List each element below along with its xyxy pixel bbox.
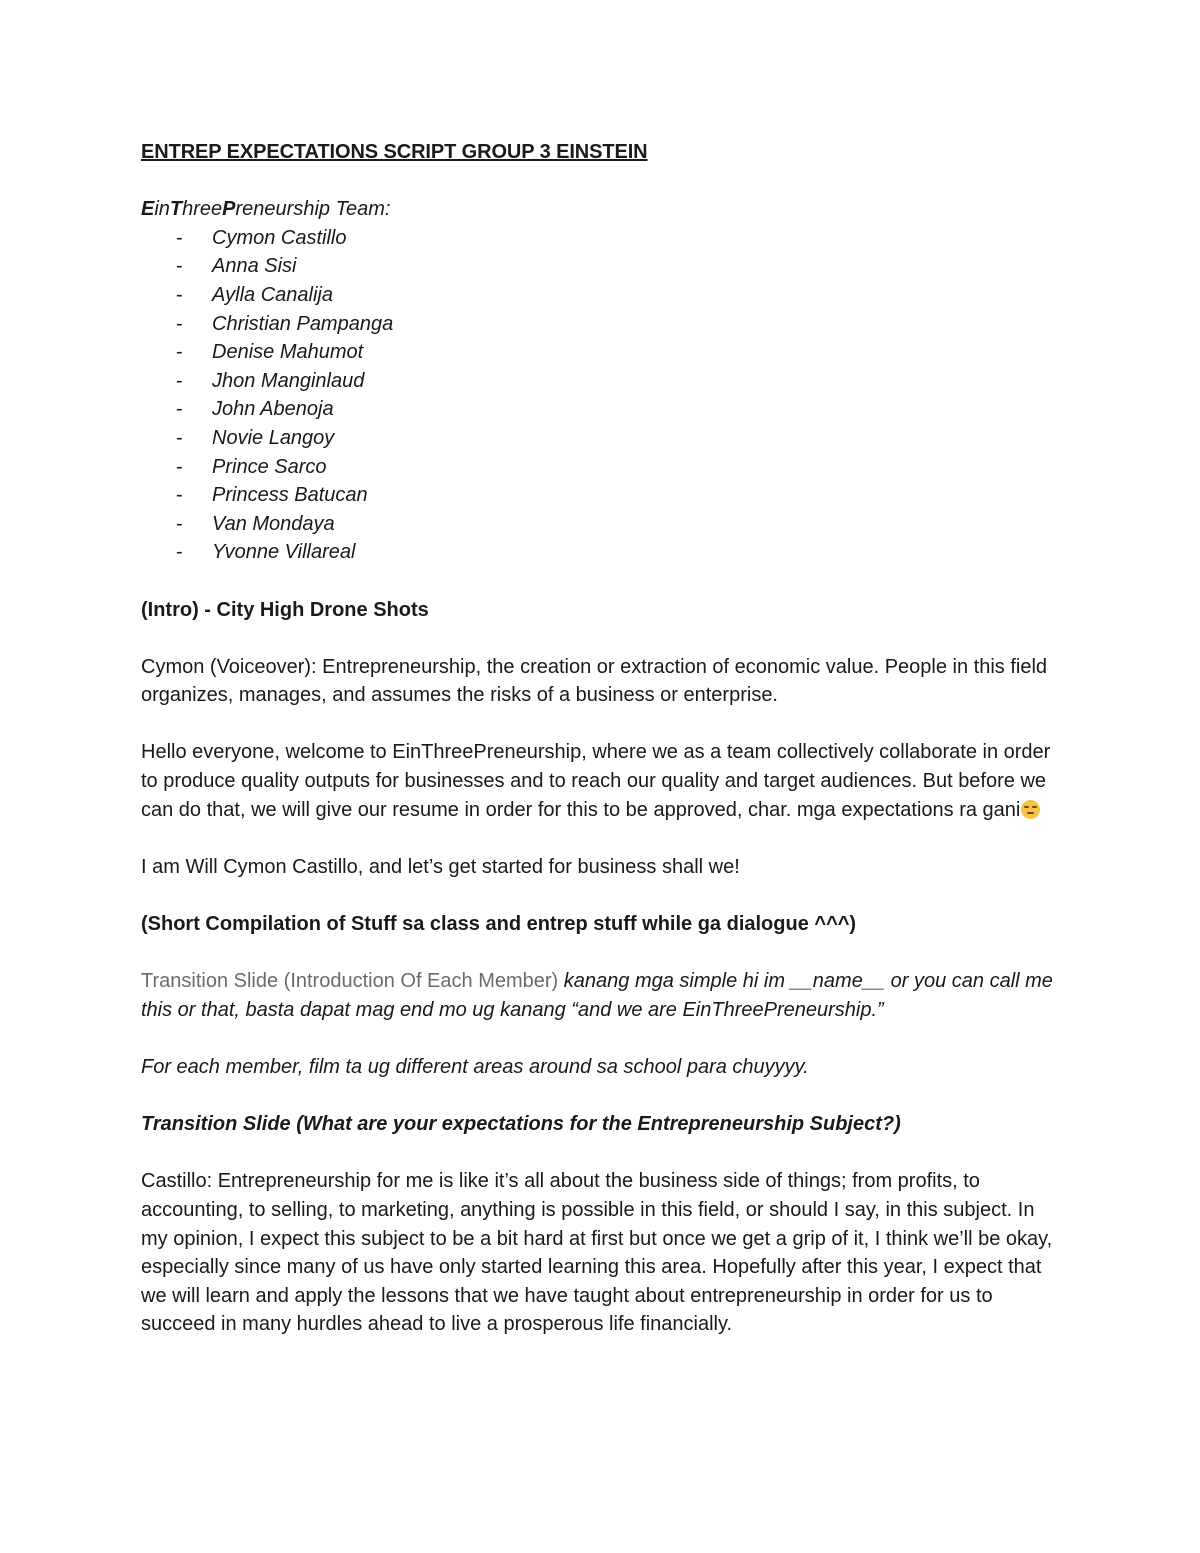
list-dash: - [176,484,183,507]
member-name: Novie Langoy [212,426,335,449]
list-dash: - [176,255,183,278]
document-title: ENTREP EXPECTATIONS SCRIPT GROUP 3 EINSTEIN [141,141,648,163]
list-dash: - [176,369,183,392]
list-dash: - [176,312,183,335]
team-heading-rest: reneurship Team: [235,198,391,221]
list-item [141,481,1066,510]
list-dash: - [176,226,183,249]
hello-paragraph [141,738,1066,824]
film-paragraph: For each member, film ta ug different areas around sa school para chuyyyy. [141,1056,809,1078]
document-page [141,138,1066,1368]
team-heading-p: P [222,198,236,221]
member-name: Aylla Canalija [212,283,333,306]
list-dash: - [176,341,183,364]
pensive-face-icon [1021,800,1040,819]
list-item [141,538,1066,567]
list-item [141,281,1066,310]
team-heading-t: T [169,198,183,221]
list-dash: - [176,283,183,306]
transition-intro-label: Transition Slide (Introduction Of Each Member) [141,970,559,993]
compilation-heading: (Short Compilation of Stuff sa class and entrep stuff while ga dialogue ^^^) [141,913,857,936]
list-item [141,310,1066,339]
member-name: Van Mondaya [212,512,335,535]
hello-paragraph-text: Hello everyone, welcome to EinThreePreneurship, where we as a team collectively collaborate in order to produce quality outputs for businesses and to reach our quality and target audiences. But before we can do that, we will give our resume in order for this to be approved, char. mga expectations ra gani [141,741,1051,821]
list-item [141,367,1066,396]
member-list [141,224,1066,567]
team-heading-hree: hree [182,198,223,221]
member-name: Denise Mahumot [212,341,364,364]
started-paragraph: I am Will Cymon Castillo, and let’s get started for business shall we! [141,855,740,878]
transition-intro-paragraph [141,967,1066,1024]
list-dash: - [176,398,183,421]
list-item [141,252,1066,281]
list-item [141,453,1066,482]
transition-expectations-heading: Transition Slide (What are your expectations for the Entrepreneurship Subject?) [141,1113,901,1136]
member-name: Christian Pampanga [212,312,394,335]
member-name: Jhon Manginlaud [212,369,365,392]
list-dash: - [176,512,183,535]
list-item [141,224,1066,253]
team-heading-e: E [141,198,155,221]
list-item [141,395,1066,424]
member-name: John Abenoja [212,398,334,421]
team-heading [141,195,1066,224]
list-dash: - [176,455,183,478]
list-item [141,424,1066,453]
transition-intro-note: kanang mga simple hi im __name__ or you can call me this or that, basta dapat mag end mo ug kanang “and we are EinThreePreneurship.” [141,970,1053,1021]
member-name: Anna Sisi [212,255,297,278]
team-heading-in: in [154,198,170,221]
list-item [141,338,1066,367]
list-dash: - [176,426,183,449]
list-dash: - [176,541,183,564]
member-name: Princess Batucan [212,484,368,507]
intro-heading: (Intro) - City High Drone Shots [141,598,429,621]
list-item [141,510,1066,539]
member-name: Cymon Castillo [212,226,347,249]
member-name: Yvonne Villareal [212,541,356,564]
member-name: Prince Sarco [212,455,327,478]
castillo-paragraph: Castillo: Entrepreneurship for me is like it’s all about the business side of things; from profits, to accounting, to selling, to marketing, anything is possible in this field, or should I say, in this subject. In my opinion, I expect this subject to be a bit hard at first but once we get a grip of it, I think we’ll be okay, especially since many of us have only started learning this area. Hopefully after this year, I expect that we will learn and apply the lessons that we have taught about entrepreneurship in order for us to succeed in many hurdles ahead to live a prosperous life financially. [141,1170,1053,1336]
voiceover-paragraph: Cymon (Voiceover): Entrepreneurship, the creation or extraction of economic value. People in this field organizes, manages, and assumes the risks of a business or enterprise. [141,655,1048,707]
